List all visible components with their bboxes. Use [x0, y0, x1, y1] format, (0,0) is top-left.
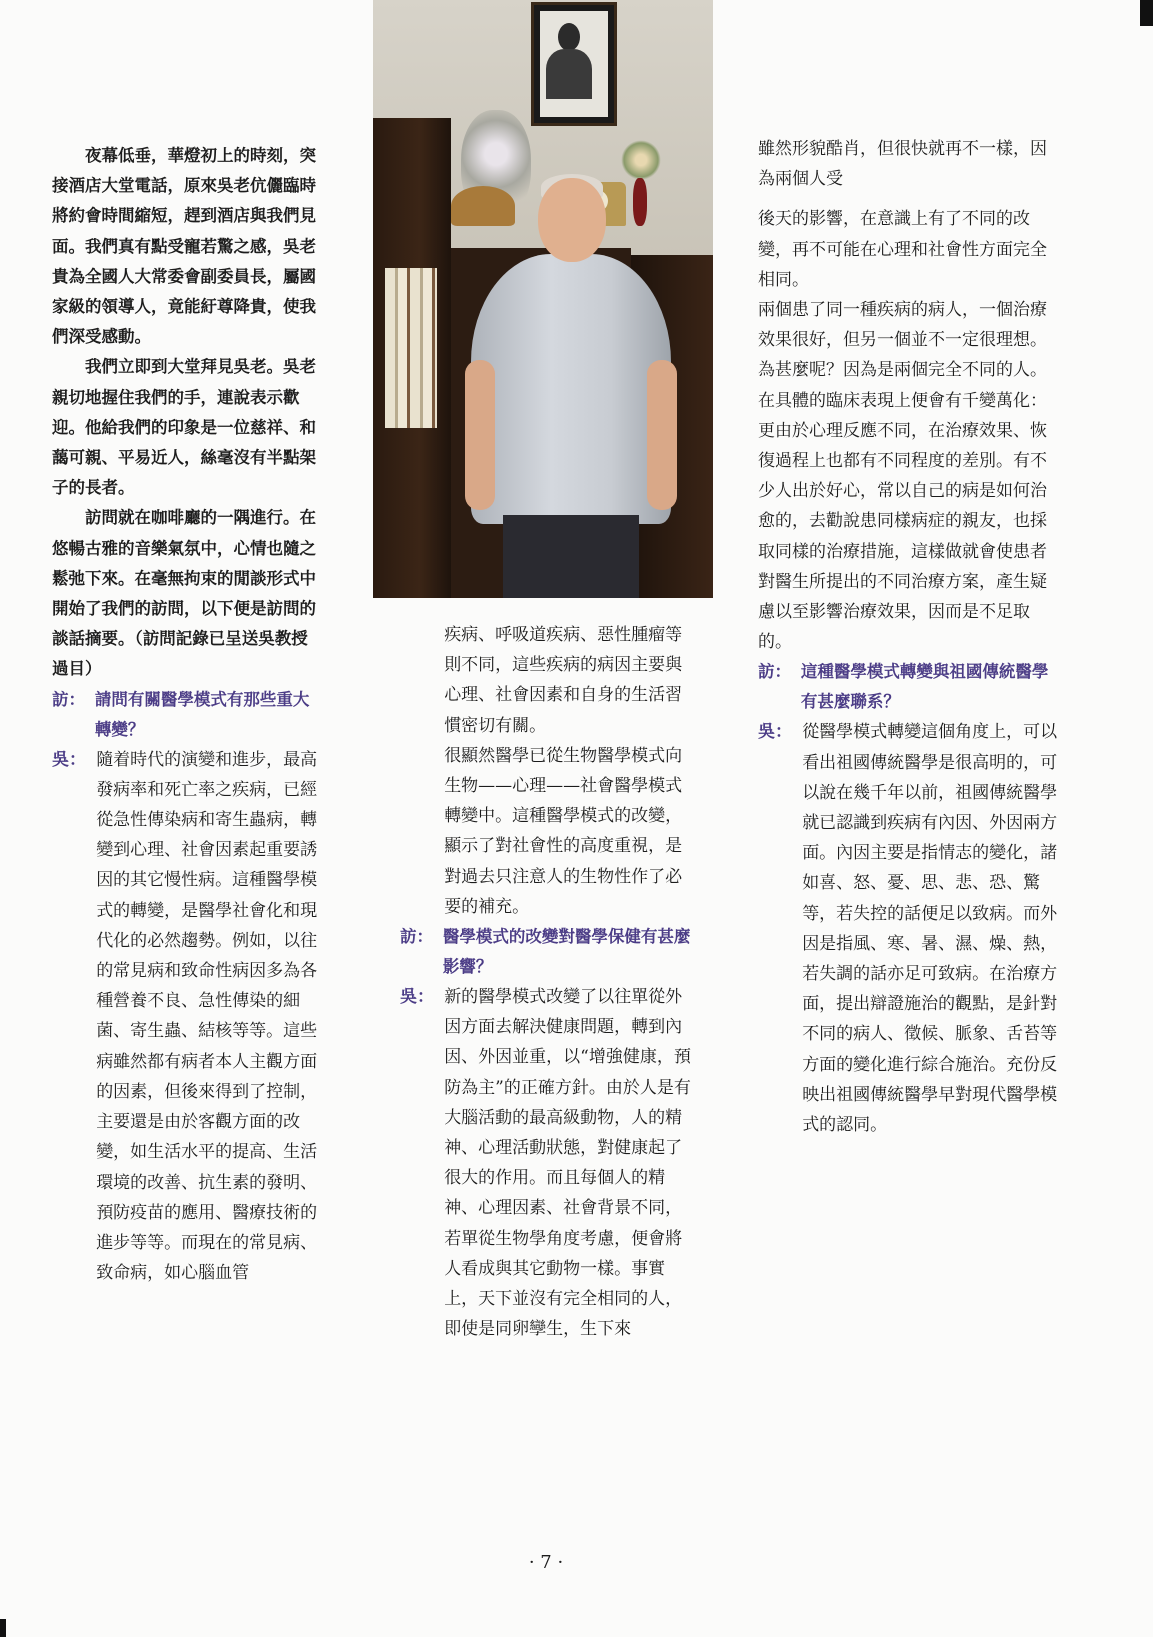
photo-person-shirt [471, 254, 671, 524]
intro-paragraph-1: 夜幕低垂，華燈初上的時刻，突接酒店大堂電話，原來吳老伉儷臨時將約會時間縮短，趕到酒店與我們見面。我們真有點受寵若驚之感，吳老貴為全國人大常委會副委員長，屬國家級的領導人，竟能紆尊降貴，使我們深受感動。 [52, 146, 316, 347]
answer-1-text: 隨着時代的演變和進步，最高發病率和死亡率之疾病，已經從急性傳染病和寄生蟲病，轉變到心理、社會因素起重要誘因的其它慢性病。這種醫學模式的轉變，是醫學社會化和現代化的必然趨勢。例如，以往的常見病和致命性病因多為各種營養不良、急性傳染的細菌、寄生蟲、結核等等。這些病雖然都有病者本人主觀方面的因素，但後來得到了控制，主要還是由於客觀方面的改變，如生活水平的提高、生活環境的改善、抗生素的發明、預防疫苗的應用、醫療技術的進步等等。而現在的常見病、致命病，如心腦血管 [96, 749, 318, 1284]
photo-frame-bust [546, 49, 592, 99]
answer-3-speaker: 吳： [758, 722, 792, 743]
question-2-text: 醫學模式的改變對醫學保健有甚麼影響？ [442, 927, 691, 977]
answer-2-continued-3: 兩個患了同一種疾病的病人，一個治療效果很好，但另一個並不一定很理想。為甚麼呢？因為是兩個完全不同的人。在具體的臨床表現上便會有千變萬化：更由於心理反應不同，在治療效果、恢復過程上也都有不同程度的差別。有不少人出於好心，常以自己的病是如何治愈的，去勸說患同樣病症的親友，也採取同樣的治療措施，這樣做就會使患者對醫生所提出的不同治療方案，產生疑慮以至影響治療效果，因而是不足取的。 [758, 300, 1047, 653]
page-number: · 7 · [528, 1552, 564, 1573]
photo-vase [633, 178, 647, 226]
question-1 [52, 685, 324, 745]
photo-flowers [621, 140, 661, 180]
question-3 [758, 657, 1058, 717]
photo-person-trousers [503, 515, 639, 598]
question-1-text: 請問有關醫學模式有那些重大轉變？ [94, 689, 310, 739]
intro-paragraph-3: 訪問就在咖啡廳的一隅進行。在悠暢古雅的音樂氣氛中，心情也隨之鬆弛下來。在毫無拘束的閒談形式中開始了我們的訪問，以下便是訪問的談話摘要。（訪問記錄已呈送吳教授過目） [52, 508, 316, 679]
photo-books [385, 268, 437, 428]
photo-person-arm-right [647, 360, 677, 510]
column-1 [52, 141, 324, 1288]
answer-3 [758, 717, 1058, 1140]
photo-person-head [538, 178, 606, 262]
photo-framed-portrait [531, 2, 617, 126]
answer-2-continued: 雖然形貌酷肖，但很快就再不一樣，因為兩個人受 [758, 139, 1047, 190]
answer-2-text: 新的醫學模式改變了以往單從外因方面去解決健康問題，轉到內因、外因並重，以“增強健康，預防為主”的正確方針。由於人是有大腦活動的最高級動物，人的精神、心理活動狀態，對健康起了很大的作用。而且每個人的精神、心理因素、社會背景不同，若單從生物學角度考慮，便會將人看成與其它動物一樣。事實上，天下並沒有完全相同的人，即使是同卵孿生，生下來 [444, 987, 691, 1340]
answer-2 [400, 982, 696, 1344]
question-3-text: 這種醫學模式轉變與祖國傳統醫學有甚麼聯系？ [800, 662, 1049, 712]
photo-bookshelf-left [373, 118, 451, 598]
photo-figurine [451, 186, 515, 226]
intro-paragraph-2: 我們立即到大堂拜見吳老。吳老親切地握住我們的手，連說表示歡迎。他給我們的印象是一位慈祥、和藹可親、平易近人，絲毫沒有半點架子的長者。 [52, 357, 316, 498]
question-3-speaker: 訪： [758, 662, 791, 682]
scan-corner-mark [0, 1619, 6, 1637]
photo-person-arm-left [465, 360, 495, 510]
answer-2-continued-2: 後天的影響，在意識上有了不同的改變，再不可能在心理和社會性方面完全相同。 [758, 209, 1047, 290]
answer-2-speaker: 吳： [400, 987, 434, 1008]
answer-1 [52, 745, 324, 1289]
answer-1-speaker: 吳： [52, 749, 86, 770]
answer-1-continued: 疾病、呼吸道疾病、惡性腫瘤等則不同，這些疾病的病因主要與心理、社會因素和自身的生活習慣密切有關。 [444, 625, 683, 736]
scan-edge-mark [1140, 0, 1153, 26]
column-2 [400, 620, 696, 1344]
portrait-photo [373, 0, 713, 598]
answer-3-text: 從醫學模式轉變這個角度上，可以看出祖國傳統醫學是很高明的，可以說在幾千年以前，祖國傳統醫學就已認識到疾病有內因、外因兩方面。內因主要是指情志的變化，諸如喜、怒、憂、思、悲、恐、驚等，若失控的話便足以致病。而外因是指風、寒、暑、濕、燥、熱，若失調的話亦足可致病。在治療方面，提出辯證施治的觀點，是針對不同的病人、徵候、脈象、舌苔等方面的變化進行綜合施治。充份反映出祖國傳統醫學早對現代醫學模式的認同。 [802, 722, 1058, 1136]
question-2 [400, 922, 696, 982]
photo-frame-head [558, 23, 580, 51]
column-3 [758, 134, 1058, 1140]
question-1-speaker: 訪： [52, 689, 85, 709]
answer-1-continued-2: 很顯然醫學已從生物醫學模式向生物——心理——社會醫學模式轉變中。這種醫學模式的改變，顯示了對社會性的高度重視，是對過去只注意人的生物性作了必要的補充。 [444, 745, 683, 917]
question-2-speaker: 訪： [400, 927, 433, 947]
